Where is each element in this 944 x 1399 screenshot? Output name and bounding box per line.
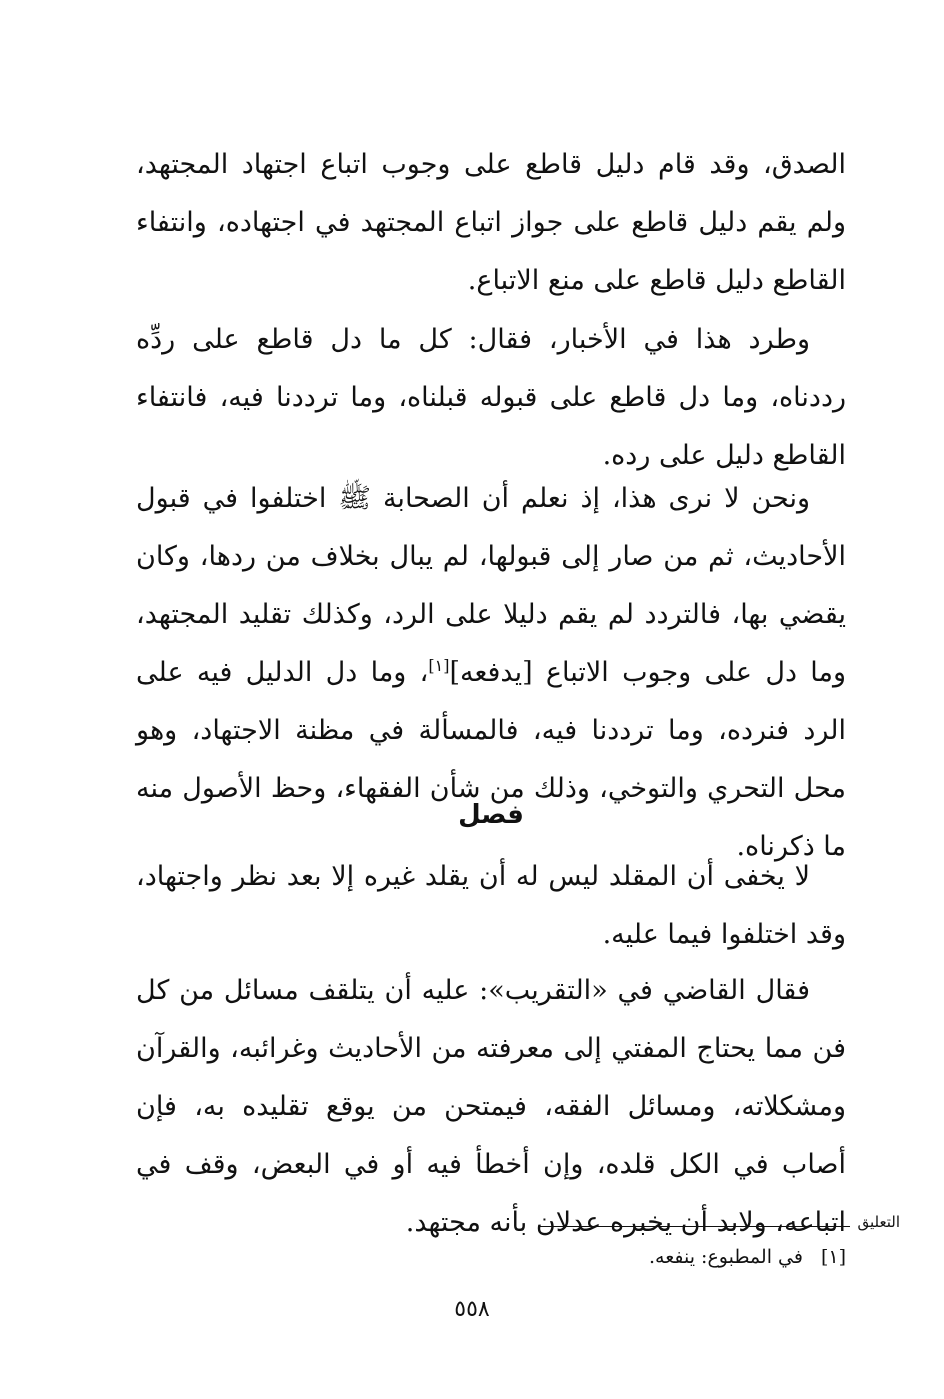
paragraph-text-after-note: ، وما دل الدليل فيه على الرد فنرده، وما ترددنا فيه، فالمسألة في مظنة الاجتهاد، وهو محل التحري والتوخي، وذلك من شأن الفقهاء، وحظ الأصول منه ما ذكرناه. bbox=[136, 657, 846, 862]
paragraph-2 bbox=[136, 311, 846, 485]
footnote-label: التعليق bbox=[857, 1213, 900, 1231]
paragraph-text: فقال القاضي في «التقريب»: عليه أن يتلقف مسائل من كل فن مما يحتاج المفتي إلى معرفته من الأحاديث وغرائبه، والقرآن ومشكلاته، ومسائل الفقه، فيمتحن من يوقع تقليده به، فإن أصاب في الكل قلده، وإن أخطأ فيه أو في البعض، وقف في اتباعه، ولابد أن يخبره عدلان بأنه مجتهد. bbox=[136, 975, 846, 1238]
footnote-reference[interactable]: [١] bbox=[428, 656, 450, 675]
footnote-rule bbox=[540, 1226, 850, 1227]
paragraph-text-before-note: ونحن لا نرى هذا، إذ نعلم أن الصحابة ﷺ اختلفوا في قبول الأحاديث، ثم من صار إلى قبولها، لم يبال بخلاف من ردها، وكان يقضي بها، فالتردد لم يقم دليلا على الرد، وكذلك تقليد المجتهد، وما دل على وجوب الاتباع [يدفعه] bbox=[136, 483, 846, 688]
paragraph-5 bbox=[136, 962, 846, 1252]
paragraph-text: وطرد هذا في الأخبار، فقال: كل ما دل قاطع على ردِّه رددناه، وما دل قاطع على قبوله قبلناه، وما ترددنا فيه، فانتفاء القاطع دليل على رده. bbox=[136, 324, 846, 471]
footnote-separator bbox=[540, 1210, 900, 1238]
paragraph-text: الصدق، وقد قام دليل قاطع على وجوب اتباع اجتهاد المجتهد، ولم يقم دليل قاطع على جواز اتباع المجتهد في اجتهاده، وانتفاء القاطع دليل قاطع على منع الاتباع. bbox=[136, 149, 846, 296]
section-heading: فصل bbox=[458, 800, 524, 830]
page-number: ٥٥٨ bbox=[454, 1297, 490, 1322]
footnote-number: [١] bbox=[820, 1246, 846, 1268]
paragraph-4 bbox=[136, 848, 846, 964]
footnote-item bbox=[500, 1240, 846, 1274]
paragraph-1 bbox=[136, 136, 846, 310]
paragraph-text: لا يخفى أن المقلد ليس له أن يقلد غيره إلا بعد نظر واجتهاد، وقد اختلفوا فيما عليه. bbox=[136, 861, 846, 950]
footnote-text: في المطبوع: ينفعه. bbox=[648, 1246, 803, 1268]
